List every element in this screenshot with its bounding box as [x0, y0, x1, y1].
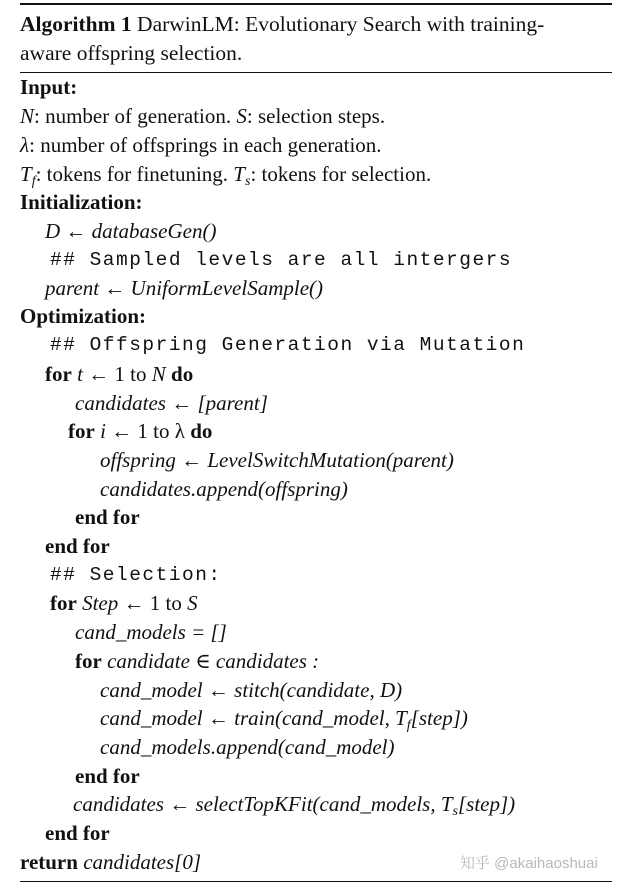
- cand-models-append-line: cand_models.append(cand_model): [100, 735, 395, 759]
- for-i-line: [68, 417, 212, 446]
- candidates-init-line: candidates ← [parent]: [75, 391, 268, 415]
- s-symbol: S: [236, 104, 247, 128]
- t-range: ← 1 to: [88, 362, 147, 386]
- select-line-sub: s: [452, 804, 458, 819]
- watermark: 知乎 @akaihaoshuai: [460, 855, 598, 872]
- algorithm-label: Algorithm 1: [20, 12, 132, 36]
- select-line-a: candidates ← selectTopKFit(cand_models, T: [73, 792, 453, 816]
- t-var: t: [77, 362, 83, 386]
- candidates-append-line: candidates.append(offspring): [100, 477, 348, 501]
- step-var: Step: [82, 591, 119, 615]
- ts-desc: : tokens for selection.: [250, 162, 432, 186]
- initialization-heading: Initialization:: [20, 190, 143, 214]
- for-keyword: for: [75, 649, 102, 673]
- algorithm-title-line2: aware offspring selection.: [20, 41, 243, 65]
- algorithm-caption: [20, 10, 612, 39]
- s-desc: : selection steps.: [246, 104, 386, 128]
- for-keyword: for: [50, 591, 77, 615]
- select-line-b: [step]): [457, 792, 516, 816]
- input-n-line: [20, 102, 385, 131]
- database-gen-line: D ← databaseGen(): [45, 219, 217, 243]
- lambda-symbol: λ: [20, 133, 30, 157]
- return-line: [20, 848, 201, 877]
- caption-rule: [20, 72, 612, 73]
- i-var: i: [100, 419, 106, 443]
- end-for-step: end for: [45, 821, 110, 845]
- ts-symbol: T: [233, 162, 245, 186]
- sampled-levels-comment: ## Sampled levels are all intergers: [50, 249, 513, 271]
- for-t-line: [45, 360, 193, 389]
- n-symbol: N: [20, 104, 35, 128]
- for-step-line: [50, 589, 198, 618]
- top-rule: [20, 3, 612, 5]
- input-lambda-line: [20, 131, 382, 160]
- do-keyword: do: [171, 362, 194, 386]
- candidate-expr: candidate ∈ candidates :: [107, 649, 320, 673]
- do-keyword: do: [190, 419, 213, 443]
- train-line-a: cand_model ← train(cand_model, T: [100, 706, 407, 730]
- for-candidate-line: [75, 647, 319, 676]
- algorithm-title-line1: DarwinLM: Evolutionary Search with training-: [137, 12, 545, 36]
- lambda-desc: : number of offsprings in each generation.: [29, 133, 382, 157]
- for-keyword: for: [45, 362, 72, 386]
- stitch-line: cand_model ← stitch(candidate, D): [100, 678, 403, 702]
- i-range: ← 1 to λ: [111, 419, 185, 443]
- for-keyword: for: [68, 419, 95, 443]
- ts-sub: s: [244, 174, 251, 189]
- offspring-mutation-line: offspring ← LevelSwitchMutation(parent): [100, 448, 454, 472]
- mutation-comment: ## Offspring Generation via Mutation: [50, 334, 526, 356]
- step-end: S: [187, 591, 198, 615]
- t-end: N: [151, 362, 166, 386]
- end-for-inner: end for: [75, 505, 140, 529]
- select-topk-line: [73, 790, 515, 826]
- tf-desc: : tokens for finetuning.: [35, 162, 229, 186]
- parent-sample-line: parent ← UniformLevelSample(): [45, 276, 324, 300]
- cand-models-init-line: cand_models = []: [75, 620, 227, 644]
- step-range: ← 1 to: [123, 591, 182, 615]
- train-line-sub: f: [406, 718, 411, 733]
- train-line-b: [step]): [410, 706, 468, 730]
- n-desc: : number of generation.: [34, 104, 232, 128]
- return-expr: candidates[0]: [83, 850, 202, 874]
- input-heading: Input:: [20, 75, 78, 99]
- return-keyword: return: [20, 850, 78, 874]
- bottom-rule: [20, 881, 612, 882]
- tf-symbol: T: [20, 162, 32, 186]
- optimization-heading: Optimization:: [20, 304, 146, 328]
- tf-sub: f: [31, 174, 36, 189]
- end-for-outer: end for: [45, 534, 110, 558]
- selection-comment: ## Selection:: [50, 564, 222, 586]
- end-for-candidate: end for: [75, 764, 140, 788]
